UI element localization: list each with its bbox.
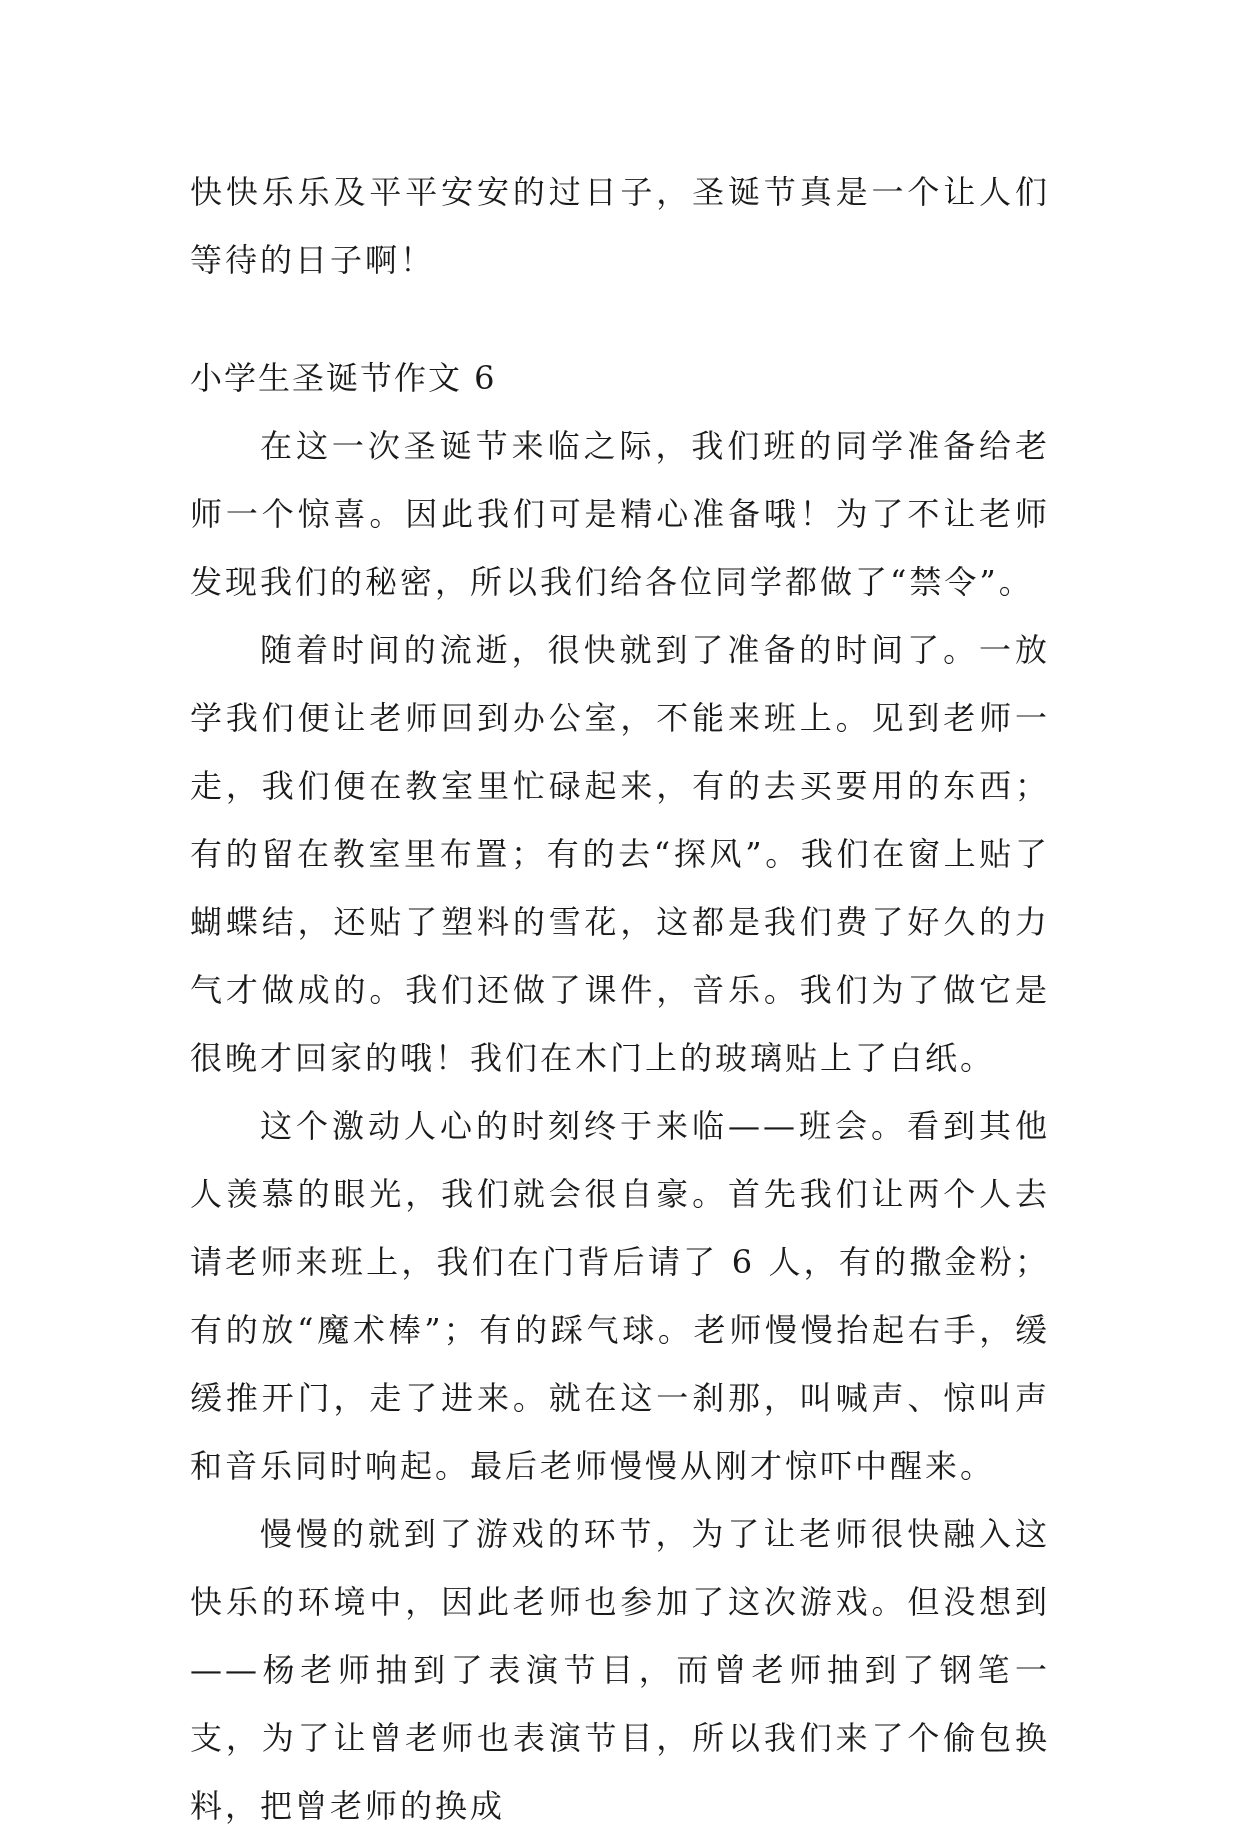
paragraph-3: 这个激动人心的时刻终于来临——班会。看到其他人羡慕的眼光，我们就会很自豪。首先我们让两个人去请老师来班上，我们在门背后请了 6 人，有的撒金粉；有的放“魔术棒”；有的踩气球。老师慢慢抬起右手，缓缓推开门，走了进来。就在这一刹那，叫喊声、惊叫声和音乐同时响起。最后老师慢慢从刚才惊吓中醒来。 [190,1107,1050,1485]
paragraph-2: 随着时间的流逝，很快就到了准备的时间了。一放学我们便让老师回到办公室，不能来班上。见到老师一走，我们便在教室里忙碌起来，有的去买要用的东西；有的留在教室里布置；有的去“探风”。我们在窗上贴了蝴蝶结，还贴了塑料的雪花，这都是我们费了好久的力气才做成的。我们还做了课件，音乐。我们为了做它是很晚才回家的哦！我们在木门上的玻璃贴上了白纸。 [190,631,1050,1077]
section-title: 小学生圣诞节作文 6 [190,359,497,397]
opening-paragraph: 快快乐乐及平平安安的过日子，圣诞节真是一个让人们等待的日子啊！ [190,173,1050,279]
paragraph-1: 在这一次圣诞节来临之际，我们班的同学准备给老师一个惊喜。因此我们可是精心准备哦！为了不让老师发现我们的秘密，所以我们给各位同学都做了“禁令”。 [190,427,1050,601]
document-body [190,158,1050,1840]
paragraph-4: 慢慢的就到了游戏的环节，为了让老师很快融入这快乐的环境中，因此老师也参加了这次游戏。但没想到——杨老师抽到了表演节目，而曾老师抽到了钢笔一支，为了让曾老师也表演节目，所以我们来了个偷包换料，把曾老师的换成 [190,1515,1050,1825]
